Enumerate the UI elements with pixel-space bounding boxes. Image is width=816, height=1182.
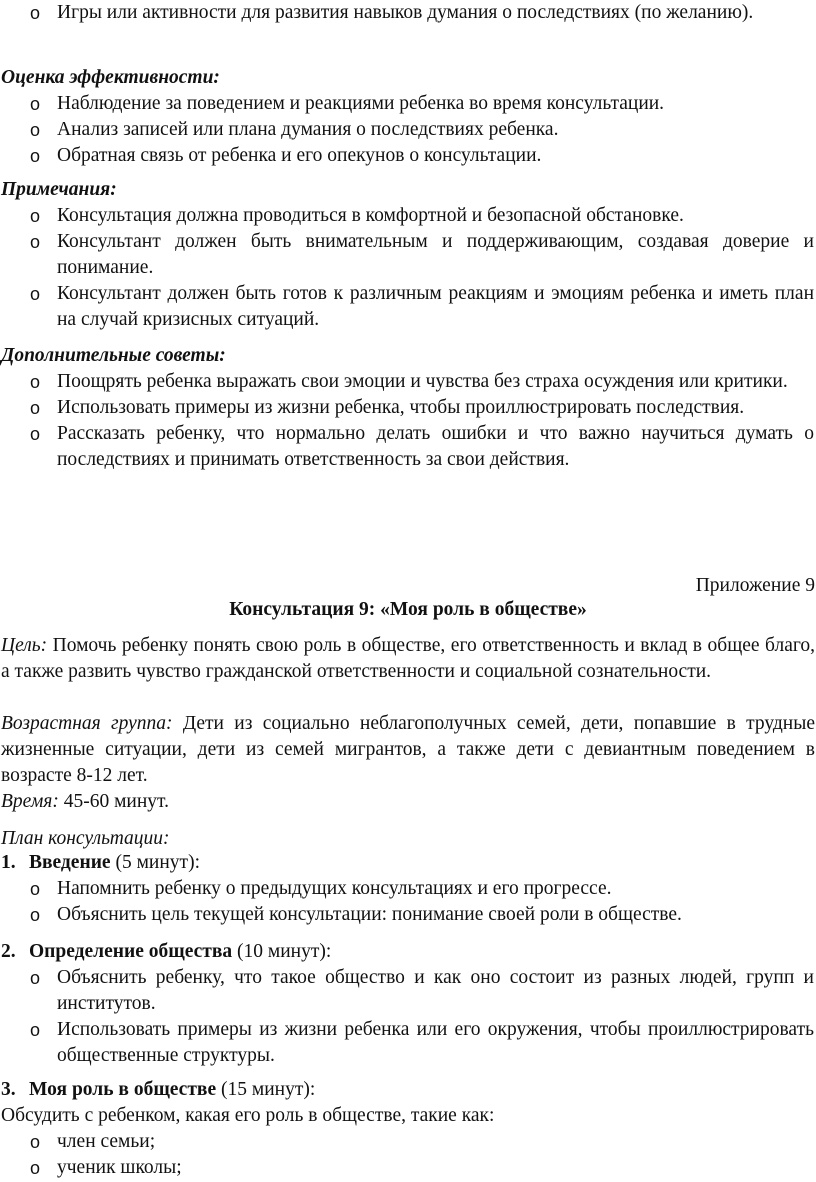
consultation-title: Консультация 9: «Моя роль в обществе» (229, 599, 587, 620)
bullet-icon: o (30, 372, 41, 392)
plan-step-heading (0, 850, 816, 876)
step-duration: (5 минут): (110, 852, 200, 873)
step-intro: Обсудить с ребенком, какая его роль в обществе, такие как: (1, 1105, 495, 1126)
bullet-icon: o (30, 284, 41, 304)
list-item: o Консультант должен быть внимательным и поддерживающим, создавая доверие и понимание. (30, 231, 814, 278)
plan-step-heading (0, 939, 816, 965)
list-item: o Использовать примеры из жизни ребенка, чтобы проиллюстрировать последствия. (0, 395, 816, 421)
plan-step-heading (0, 1077, 816, 1103)
step-title: Определение общества (29, 941, 233, 962)
list-item: o Консультация должна проводиться в комфортной и безопасной обстановке. (0, 203, 816, 229)
step-list (0, 876, 816, 928)
tips-heading: Дополнительные советы: (1, 345, 226, 366)
list-item: o Объяснить ребенку, что такое общество и как оно состоит из разных людей, групп и институтов. (30, 967, 814, 1014)
top-list-section (0, 0, 816, 26)
bullet-icon: o (30, 232, 41, 252)
bullet-icon: o (30, 146, 41, 166)
tips-section (0, 343, 816, 473)
list-item: o Объяснить цель текущей консультации: понимание своей роли в обществе. (0, 902, 816, 928)
age-group-text: Дети из социально неблагополучных семей, дети, попавшие в трудные жизненные ситуации, дети из семей мигрантов, а также дети с девиантным поведением в возрасте 8-12 лет. (1, 713, 815, 786)
bullet-icon: o (30, 879, 41, 899)
step-number: 2. (1, 941, 16, 962)
plan-step-1 (0, 850, 816, 928)
step-title: Моя роль в обществе (29, 1079, 217, 1100)
step-number: 1. (1, 852, 16, 873)
list-item: o Рассказать ребенку, что нормально делать ошибки и что важно научиться думать о последствиях и принимать ответственность за свои действия. (30, 423, 814, 470)
evaluation-heading: Оценка эффективности: (1, 67, 220, 88)
bullet-icon: o (30, 206, 41, 226)
age-group-paragraph (0, 711, 816, 789)
list-item: o Анализ записей или плана думания о последствиях ребенка. (0, 117, 816, 143)
time-paragraph (0, 789, 816, 815)
list-item: o Напомнить ребенку о предыдущих консультациях и его прогрессе. (0, 876, 816, 902)
time-label: Время: (1, 791, 59, 812)
list-item: o ученик школы; (0, 1155, 816, 1181)
plan-step-3 (0, 1077, 816, 1181)
bullet-icon: o (30, 94, 41, 114)
appendix-label: Приложение 9 (695, 575, 815, 596)
list-item: o член семьи; (0, 1129, 816, 1155)
bullet-icon: o (30, 1158, 41, 1178)
bullet-icon: o (30, 1020, 41, 1040)
notes-list (0, 203, 816, 333)
step-list (0, 1129, 816, 1181)
step-number: 3. (1, 1079, 16, 1100)
list-item: o Консультант должен быть готов к различным реакциям и эмоциям ребенка и иметь план на случай кризисных ситуаций. (30, 283, 814, 330)
bullet-icon: o (30, 424, 41, 444)
bullet-icon: o (30, 905, 41, 925)
time-text: 45-60 минут. (58, 791, 169, 812)
bullet-icon: o (30, 398, 41, 418)
list-item: o Игры или активности для развития навыков думания о последствиях (по желанию). (0, 0, 816, 26)
list-item: o Использовать примеры из жизни ребенка или его окружения, чтобы проиллюстрировать общественные структуры. (30, 1019, 814, 1066)
step-duration: (10 минут): (232, 941, 332, 962)
list-item: o Поощрять ребенка выражать свои эмоции и чувства без страха осуждения или критики. (0, 369, 816, 395)
tips-list (0, 369, 816, 473)
goal-text: Помочь ребенку понять свою роль в обществе, его ответственность и вклад в общее благо, а также развить чувство гражданской ответственности и социальной сознательности. (1, 635, 815, 682)
notes-heading: Примечания: (1, 179, 117, 200)
bullet-icon: o (30, 968, 41, 988)
bullet-icon: o (30, 3, 41, 23)
list-item: o Обратная связь от ребенка и его опекунов о консультации. (0, 143, 816, 169)
step-title: Введение (29, 852, 111, 873)
evaluation-section (0, 65, 816, 169)
step-list (0, 965, 816, 1069)
plan-step-2 (0, 939, 816, 1069)
goal-paragraph (0, 633, 816, 685)
bullet-icon: o (30, 1132, 41, 1152)
top-list (0, 0, 816, 26)
age-group-label: Возрастная группа: (1, 713, 173, 734)
plan-label: План консультации: (1, 828, 170, 849)
step-duration: (15 минут): (216, 1079, 316, 1100)
bullet-icon: o (30, 120, 41, 140)
evaluation-list (0, 91, 816, 169)
list-item: o Наблюдение за поведением и реакциями ребенка во время консультации. (0, 91, 816, 117)
notes-section (0, 177, 816, 333)
goal-label: Цель: (1, 635, 48, 656)
